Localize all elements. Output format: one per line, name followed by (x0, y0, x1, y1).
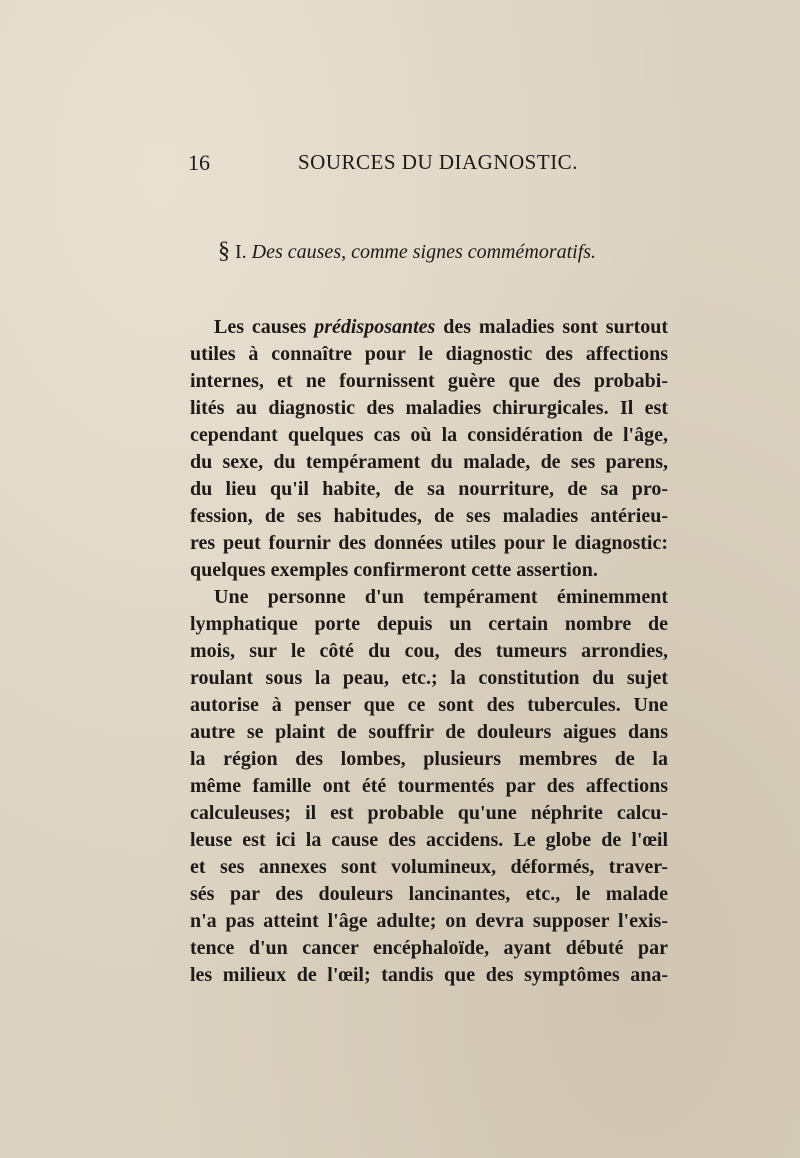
text-line: autorise à penser que ce sont des tubercules. Une (190, 694, 668, 716)
text-line: tence d'un cancer encéphaloïde, ayant débuté par (190, 937, 668, 959)
text-line: du sexe, du tempérament du malade, de ses parens, (190, 451, 668, 473)
section-heading (218, 238, 658, 265)
text-line: fession, de ses habitudes, de ses maladies antérieu- (190, 505, 668, 527)
paragraph-1 (190, 314, 668, 584)
text-line: leuse est ici la cause des accidens. Le globe de l'œil (190, 829, 668, 851)
text-line: quelques exemples confirmeront cette assertion. (190, 559, 598, 581)
italic-term: prédisposantes (314, 316, 436, 338)
section-mark: § (218, 238, 230, 264)
page-number: 16 (188, 150, 210, 175)
text-run: des maladies sont surtout (443, 316, 669, 338)
text-line: roulant sous la peau, etc.; la constitution du sujet (190, 667, 668, 689)
text-line: la région des lombes, plusieurs membres de la (190, 748, 668, 770)
page-header (188, 150, 670, 180)
text-line: n'a pas atteint l'âge adulte; on devra supposer l'exis- (190, 910, 668, 932)
text-line: même famille ont été tourmentés par des affections (190, 775, 668, 797)
text-run: Les causes (214, 316, 307, 338)
text-line: autre se plaint de souffrir de douleurs aigues dans (190, 721, 668, 743)
section-title: Des causes, comme signes commémoratifs. (251, 241, 597, 263)
section-number: I. (235, 241, 247, 263)
text-line: utiles à connaître pour le diagnostic des affections (190, 343, 668, 365)
text-line (190, 314, 668, 341)
text-line: res peut fournir des données utiles pour le diagnostic: (190, 532, 668, 554)
text-line: du lieu qu'il habite, de sa nourriture, de sa pro- (190, 478, 668, 500)
text-line: lymphatique porte depuis un certain nombre de (190, 613, 668, 635)
body-text (190, 314, 668, 989)
text-line: lités au diagnostic des maladies chirurgicales. Il est (190, 397, 668, 419)
text-line: internes, et ne fournissent guère que des probabi- (190, 370, 668, 392)
running-title: SOURCES DU DIAGNOSTIC. (298, 150, 578, 174)
text-line: sés par des douleurs lancinantes, etc., le malade (190, 883, 668, 905)
text-line: et ses annexes sont volumineux, déformés, traver- (190, 856, 668, 878)
text-line: cependant quelques cas où la considération de l'âge, (190, 424, 668, 446)
paragraph-2 (190, 584, 668, 989)
text-line: calculeuses; il est probable qu'une néphrite calcu- (190, 802, 668, 824)
text-line: Une personne d'un tempérament éminemment (214, 586, 668, 608)
text-line: les milieux de l'œil; tandis que des symptômes ana- (190, 964, 668, 986)
text-line: mois, sur le côté du cou, des tumeurs arrondies, (190, 640, 668, 662)
